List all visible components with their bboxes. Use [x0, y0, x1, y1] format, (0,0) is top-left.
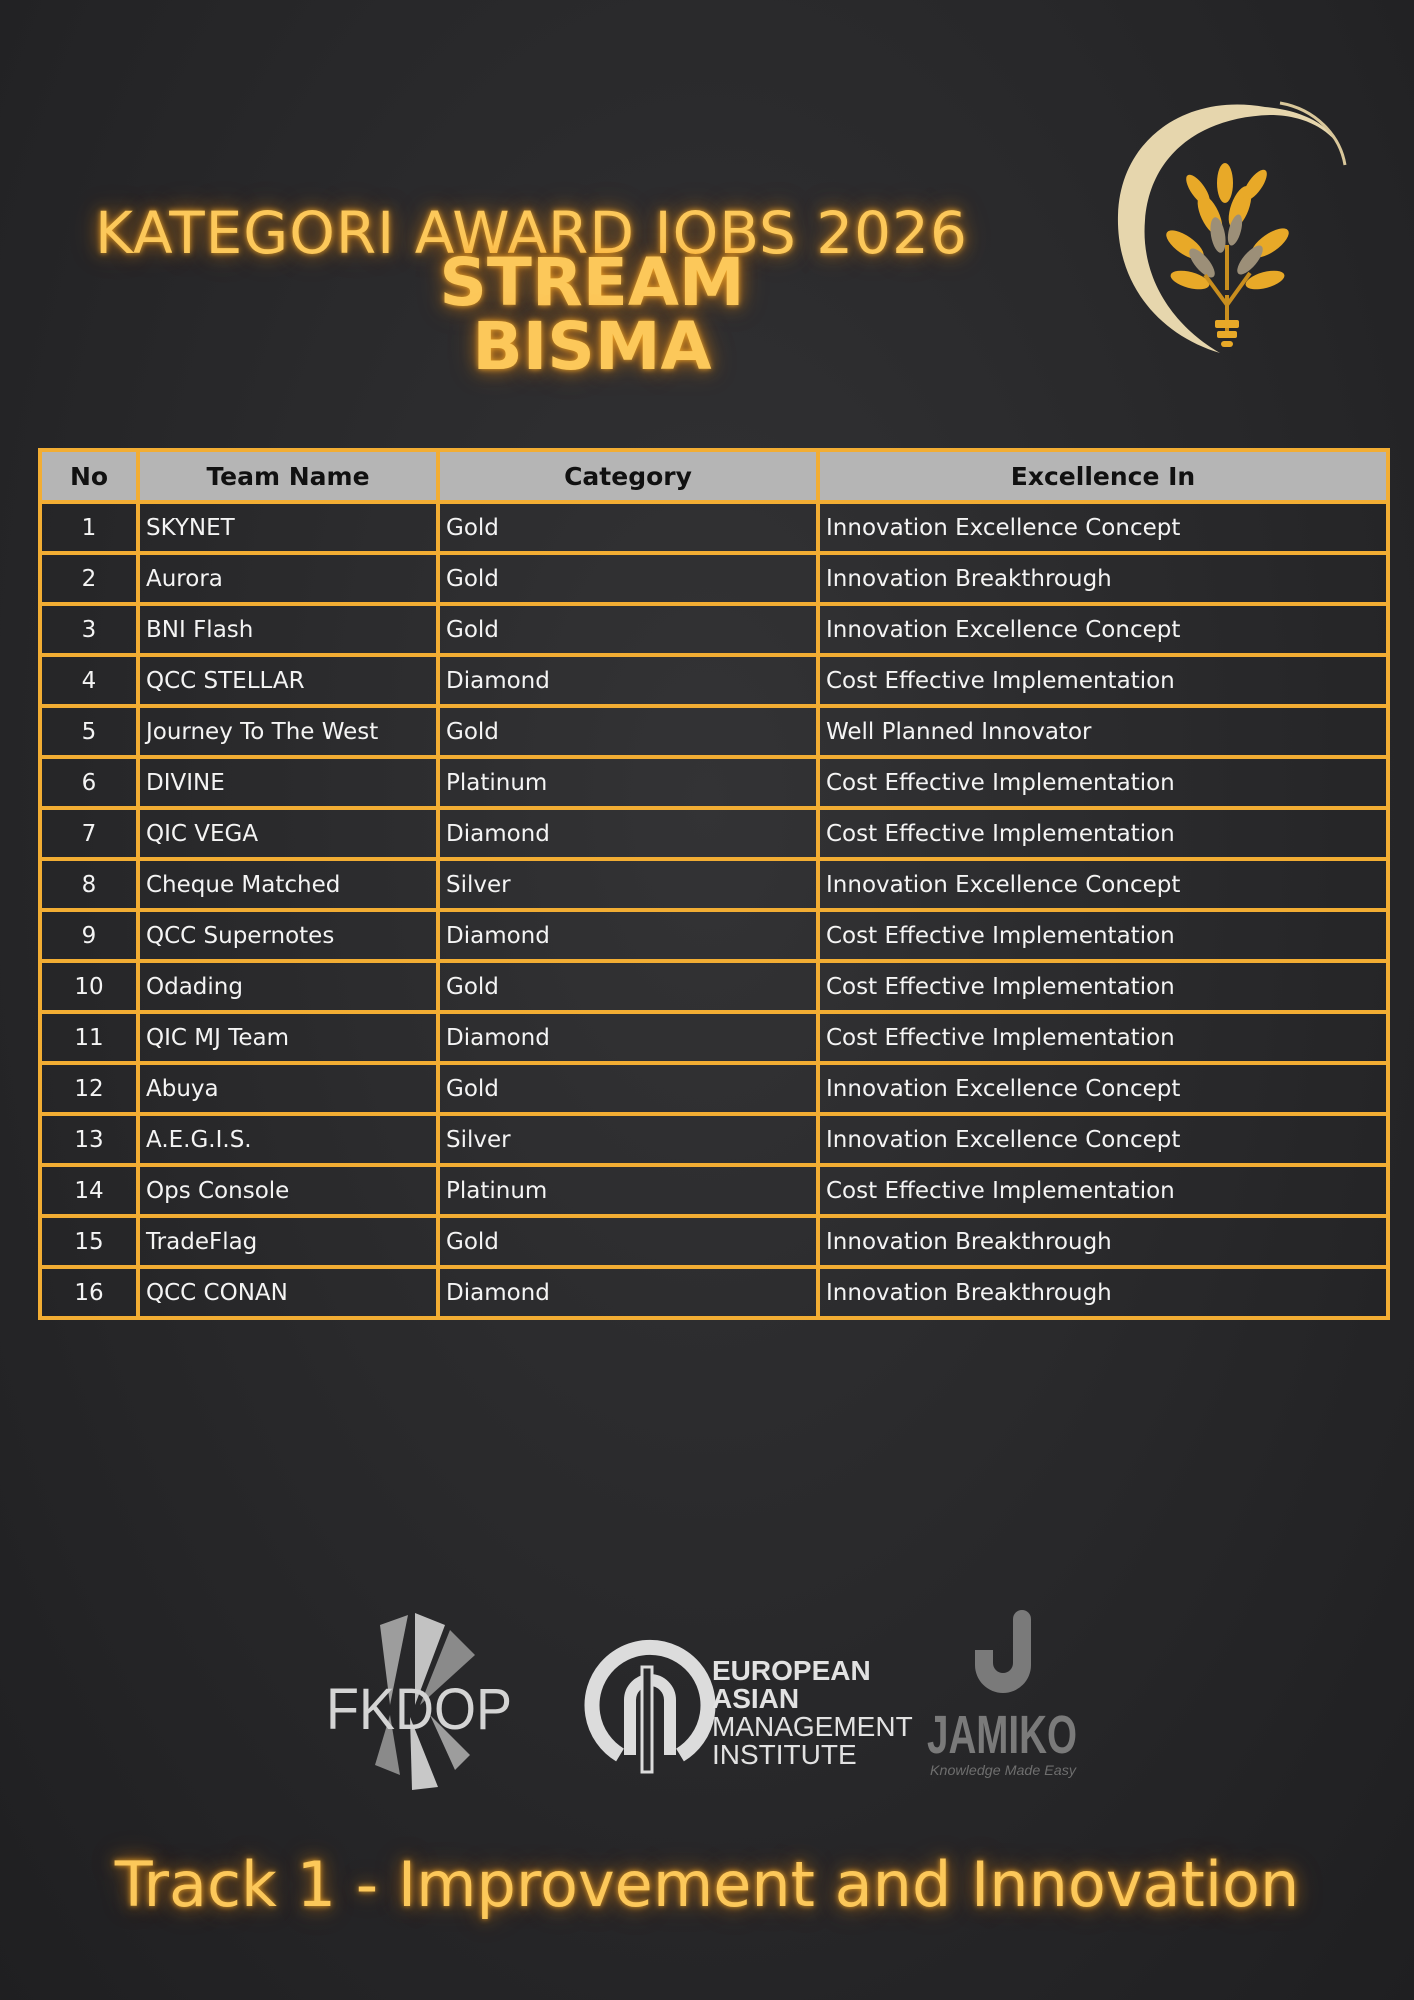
table-row — [40, 808, 1388, 859]
sponsor-logos — [320, 1605, 1100, 1805]
cell-no: 6 — [40, 757, 138, 808]
cell-excellence: Innovation Excellence Concept — [818, 1063, 1388, 1114]
table-row — [40, 961, 1388, 1012]
column-header-excellence-in: Excellence In — [818, 450, 1388, 502]
column-header-team-name: Team Name — [138, 450, 438, 502]
cell-category: Gold — [438, 961, 818, 1012]
cell-team-name: Cheque Matched — [138, 859, 438, 910]
cell-category: Diamond — [438, 808, 818, 859]
eami-logo-line3: MANAGEMENT — [712, 1711, 913, 1742]
cell-category: Gold — [438, 1216, 818, 1267]
cell-excellence: Cost Effective Implementation — [818, 1012, 1388, 1063]
cell-team-name: BNI Flash — [138, 604, 438, 655]
cell-category: Diamond — [438, 910, 818, 961]
cell-excellence: Innovation Breakthrough — [818, 1267, 1388, 1318]
cell-category: Gold — [438, 706, 818, 757]
cell-category: Silver — [438, 1114, 818, 1165]
cell-team-name: QCC Supernotes — [138, 910, 438, 961]
eami-logo-line4: INSTITUTE — [712, 1739, 857, 1770]
cell-team-name: SKYNET — [138, 502, 438, 553]
cell-excellence: Innovation Excellence Concept — [818, 604, 1388, 655]
table-row — [40, 553, 1388, 604]
cell-no: 10 — [40, 961, 138, 1012]
eami-logo-line1: EUROPEAN — [712, 1655, 871, 1686]
cell-no: 9 — [40, 910, 138, 961]
cell-no: 14 — [40, 1165, 138, 1216]
cell-team-name: Ops Console — [138, 1165, 438, 1216]
table-row — [40, 706, 1388, 757]
column-header-no: No — [40, 450, 138, 502]
stream-name: BISMA — [472, 308, 712, 385]
cell-no: 15 — [40, 1216, 138, 1267]
cell-category: Gold — [438, 1063, 818, 1114]
cell-category: Gold — [438, 604, 818, 655]
table-row — [40, 1012, 1388, 1063]
table-row — [40, 1114, 1388, 1165]
cell-category: Diamond — [438, 655, 818, 706]
cell-no: 2 — [40, 553, 138, 604]
jamiko-logo — [927, 1610, 1077, 1778]
cell-team-name: QIC VEGA — [138, 808, 438, 859]
cell-excellence: Innovation Excellence Concept — [818, 1114, 1388, 1165]
jamiko-logo-tagline: Knowledge Made Easy — [930, 1762, 1078, 1778]
eami-logo — [592, 1647, 913, 1772]
track-footer: Track 1 - Improvement and Innovation — [114, 1848, 1300, 1921]
table-row — [40, 1216, 1388, 1267]
cell-no: 1 — [40, 502, 138, 553]
cell-team-name: QCC STELLAR — [138, 655, 438, 706]
cell-no: 13 — [40, 1114, 138, 1165]
cell-no: 16 — [40, 1267, 138, 1318]
cell-excellence: Well Planned Innovator — [818, 706, 1388, 757]
page-title: KATEGORI AWARD IOBS 2026 — [95, 198, 968, 267]
stream-label: STREAM — [439, 244, 745, 321]
fkdop-logo-text: FKDOP — [326, 1677, 512, 1742]
column-header-category: Category — [438, 450, 818, 502]
cell-excellence: Cost Effective Implementation — [818, 808, 1388, 859]
cell-category: Diamond — [438, 1267, 818, 1318]
table-row — [40, 859, 1388, 910]
cell-excellence: Cost Effective Implementation — [818, 655, 1388, 706]
cell-no: 11 — [40, 1012, 138, 1063]
cell-no: 8 — [40, 859, 138, 910]
table-row — [40, 655, 1388, 706]
cell-team-name: QIC MJ Team — [138, 1012, 438, 1063]
cell-no: 3 — [40, 604, 138, 655]
cell-excellence: Cost Effective Implementation — [818, 1165, 1388, 1216]
cell-excellence: Innovation Excellence Concept — [818, 502, 1388, 553]
cell-team-name: A.E.G.I.S. — [138, 1114, 438, 1165]
golden-tree-lightbulb-icon — [1090, 95, 1350, 365]
cell-category: Gold — [438, 553, 818, 604]
cell-no: 5 — [40, 706, 138, 757]
cell-category: Diamond — [438, 1012, 818, 1063]
cell-category: Platinum — [438, 757, 818, 808]
cell-excellence: Innovation Breakthrough — [818, 1216, 1388, 1267]
table-row — [40, 1063, 1388, 1114]
cell-category: Silver — [438, 859, 818, 910]
eami-logo-line2: ASIAN — [712, 1683, 800, 1714]
table-row — [40, 1165, 1388, 1216]
cell-team-name: DIVINE — [138, 757, 438, 808]
table-row — [40, 502, 1388, 553]
cell-excellence: Cost Effective Implementation — [818, 757, 1388, 808]
cell-team-name: QCC CONAN — [138, 1267, 438, 1318]
cell-category: Platinum — [438, 1165, 818, 1216]
jamiko-logo-text: JAMIKO — [927, 1705, 1077, 1765]
cell-excellence: Cost Effective Implementation — [818, 961, 1388, 1012]
cell-no: 4 — [40, 655, 138, 706]
table-row — [40, 604, 1388, 655]
cell-category: Gold — [438, 502, 818, 553]
cell-no: 12 — [40, 1063, 138, 1114]
cell-excellence: Innovation Excellence Concept — [818, 859, 1388, 910]
table-header-row — [40, 450, 1388, 502]
cell-team-name: Odading — [138, 961, 438, 1012]
cell-no: 7 — [40, 808, 138, 859]
cell-team-name: Journey To The West — [138, 706, 438, 757]
awards-table — [38, 448, 1390, 1320]
cell-team-name: Aurora — [138, 553, 438, 604]
cell-team-name: Abuya — [138, 1063, 438, 1114]
fkdop-logo — [326, 1613, 512, 1790]
cell-excellence: Cost Effective Implementation — [818, 910, 1388, 961]
cell-excellence: Innovation Breakthrough — [818, 553, 1388, 604]
table-row — [40, 910, 1388, 961]
table-row — [40, 757, 1388, 808]
table-row — [40, 1267, 1388, 1318]
cell-team-name: TradeFlag — [138, 1216, 438, 1267]
